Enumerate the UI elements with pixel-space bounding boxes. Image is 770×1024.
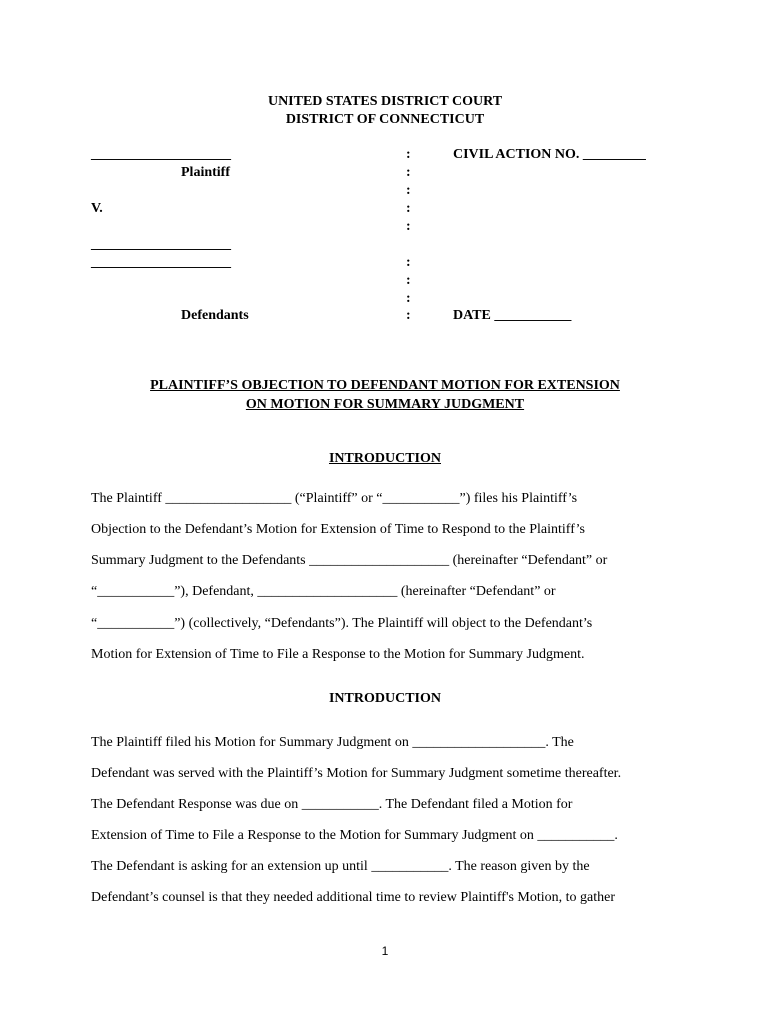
page-number: 1 xyxy=(381,944,389,958)
body-text-line: The Plaintiff __________________ (“Plaintiff” or “___________”) files his Plaintiff’s xyxy=(91,491,578,506)
body-text-line: Defendant’s counsel is that they needed additional time to review Plaintiff's Motion, to gather xyxy=(91,890,616,905)
plaintiff-name-blank: ____________________ xyxy=(91,147,231,162)
versus-label: V. xyxy=(91,201,103,216)
defendant-name-blank: ____________________ xyxy=(91,255,231,270)
plaintiff-label: Plaintiff xyxy=(181,165,230,180)
caption-colon: : xyxy=(406,165,411,180)
caption-colon: : xyxy=(406,201,411,216)
document-title: PLAINTIFF’S OBJECTION TO DEFENDANT MOTION FOR EXTENSION xyxy=(150,378,620,393)
body-text-line: Summary Judgment to the Defendants ____________________ (hereinafter “Defendant” or xyxy=(91,553,608,568)
body-text-line: “___________”) (collectively, “Defendants”). The Plaintiff will object to the Defendant’s xyxy=(91,616,593,631)
court-district: DISTRICT OF CONNECTICUT xyxy=(285,112,485,127)
caption-colon: : xyxy=(406,308,411,323)
defendant-name-blank: ____________________ xyxy=(91,237,231,252)
caption-colon: : xyxy=(406,291,411,306)
body-text-line: The Defendant is asking for an extension up until ___________. The reason given by the xyxy=(91,859,590,874)
court-name: UNITED STATES DISTRICT COURT xyxy=(267,94,503,109)
body-text-line: Motion for Extension of Time to File a Response to the Motion for Summary Judgment. xyxy=(91,647,585,662)
body-text-line: “___________”), Defendant, ____________________ (hereinafter “Defendant” or xyxy=(91,584,556,599)
caption-colon: : xyxy=(406,147,411,162)
section-heading: INTRODUCTION xyxy=(328,451,441,466)
defendants-label: Defendants xyxy=(181,308,249,323)
date-field: DATE ___________ xyxy=(453,308,572,323)
body-text-line: Defendant was served with the Plaintiff’s Motion for Summary Judgment sometime thereafter. xyxy=(91,766,622,781)
caption-colon: : xyxy=(406,273,411,288)
body-text-line: Extension of Time to File a Response to the Motion for Summary Judgment on ___________. xyxy=(91,828,618,843)
document-title: ON MOTION FOR SUMMARY JUDGMENT xyxy=(245,397,525,412)
caption-colon: : xyxy=(406,183,411,198)
section-heading: INTRODUCTION xyxy=(328,691,441,706)
body-text-line: Objection to the Defendant’s Motion for Extension of Time to Respond to the Plaintiff’s xyxy=(91,522,585,537)
body-text-line: The Defendant Response was due on ___________. The Defendant filed a Motion for xyxy=(91,797,573,812)
caption-colon: : xyxy=(406,219,411,234)
caption-colon: : xyxy=(406,255,411,270)
body-text-line: The Plaintiff filed his Motion for Summary Judgment on ___________________. The xyxy=(91,735,574,750)
civil-action-number: CIVIL ACTION NO. _________ xyxy=(453,147,646,162)
